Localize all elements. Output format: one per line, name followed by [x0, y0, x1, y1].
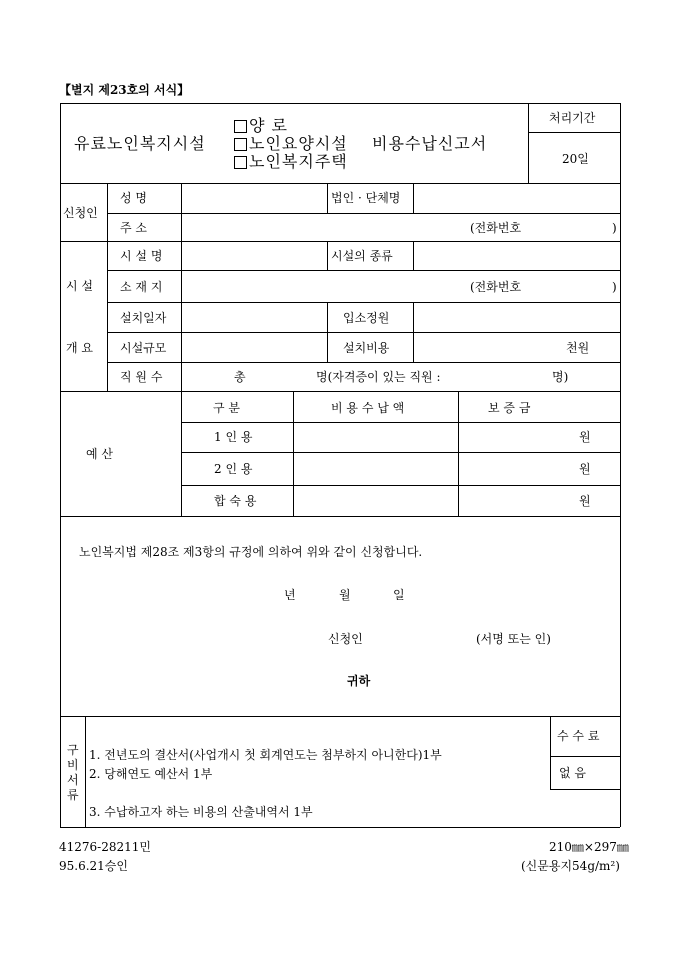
approval-date: 95.6.21승인 [59, 859, 128, 873]
budget-row-unit: 원 [579, 494, 591, 508]
install-cost-unit: 천원 [566, 341, 590, 355]
date-year: 년 [284, 588, 296, 602]
period-value: 20일 [562, 152, 589, 166]
install-cost-label: 설치비용 [343, 341, 390, 355]
budget-row-unit: 원 [579, 462, 591, 476]
applicant-phone-close: ) [612, 221, 617, 235]
signature-label: (서명 또는 인) [476, 632, 551, 646]
applicant-sign-label: 신청인 [328, 632, 363, 646]
fee-value: 없 음 [559, 766, 586, 780]
applicant-section-label: 신청인 [63, 206, 98, 220]
staff-unit: 명) [552, 370, 569, 384]
staff-label: 직 원 수 [120, 370, 163, 384]
period-label: 처리기간 [549, 111, 596, 125]
budget-header-fee: 비 용 수 납 액 [331, 401, 405, 415]
facility-section-top: 시 설 [66, 279, 93, 293]
declaration-statement: 노인복지법 제28조 제3항의 규정에 의하여 위와 같이 신청합니다. [79, 545, 423, 559]
document-item: 3. 수납하고자 하는 비용의 산출내역서 1부 [89, 805, 313, 819]
documents-label-char: 구 [67, 743, 79, 757]
facility-type-label: 시설의 종류 [331, 249, 393, 263]
documents-label-char: 비 [67, 758, 79, 772]
paper-size: 210㎜×297㎜ [549, 840, 629, 854]
facility-section-bottom: 개 요 [66, 341, 93, 355]
budget-row-label: 1 인 용 [214, 430, 253, 444]
checkbox-icon [234, 138, 247, 151]
facility-phone-label: (전화번호 [470, 280, 522, 294]
capacity-label: 입소정원 [343, 311, 390, 325]
checkbox-icon [234, 120, 247, 133]
form-label: 【별지 제23호의 서식】 [59, 83, 190, 97]
document-item: 2. 당해연도 예산서 1부 [89, 767, 213, 781]
staff-total: 총 [234, 370, 246, 384]
date-day: 일 [393, 588, 405, 602]
title-left: 유료노인복지시설 [74, 134, 206, 153]
title-right: 비용수납신고서 [372, 134, 488, 153]
facility-name-label: 시 설 명 [120, 249, 163, 263]
facility-phone-close: ) [612, 280, 617, 294]
address-label: 주 소 [120, 221, 147, 235]
checkbox-icon [234, 156, 247, 169]
option-housing: 노인복지주택 [234, 152, 348, 171]
form-code: 41276-28211민 [59, 840, 151, 854]
recipient-label: 귀하 [347, 674, 371, 688]
applicant-phone-label: (전화번호 [470, 221, 522, 235]
location-label: 소 재 지 [120, 280, 163, 294]
option-nursing: 노인요양시설 [234, 134, 348, 153]
scale-label: 시설규모 [120, 341, 167, 355]
corp-name-label: 법인 · 단체명 [331, 191, 401, 205]
budget-header-category: 구 분 [213, 401, 240, 415]
budget-header-deposit: 보 증 금 [488, 401, 531, 415]
budget-row-label: 합 숙 용 [214, 494, 257, 508]
fee-label: 수 수 료 [557, 729, 600, 743]
budget-row-unit: 원 [579, 430, 591, 444]
documents-label-char: 류 [67, 788, 79, 802]
option-yangro: 양 로 [234, 116, 288, 135]
date-month: 월 [339, 588, 351, 602]
documents-label-char: 서 [67, 773, 79, 787]
document-item: 1. 전년도의 결산서(사업개시 첫 회계연도는 첨부하지 아니한다)1부 [89, 748, 442, 762]
install-date-label: 설치일자 [120, 311, 167, 325]
budget-row-label: 2 인 용 [214, 462, 253, 476]
budget-section-label: 예 산 [86, 447, 113, 461]
staff-detail: 명(자격증이 있는 직원 : [316, 370, 441, 384]
name-label: 성 명 [120, 191, 147, 205]
paper-type: (신문용지54g/m²) [521, 859, 620, 873]
